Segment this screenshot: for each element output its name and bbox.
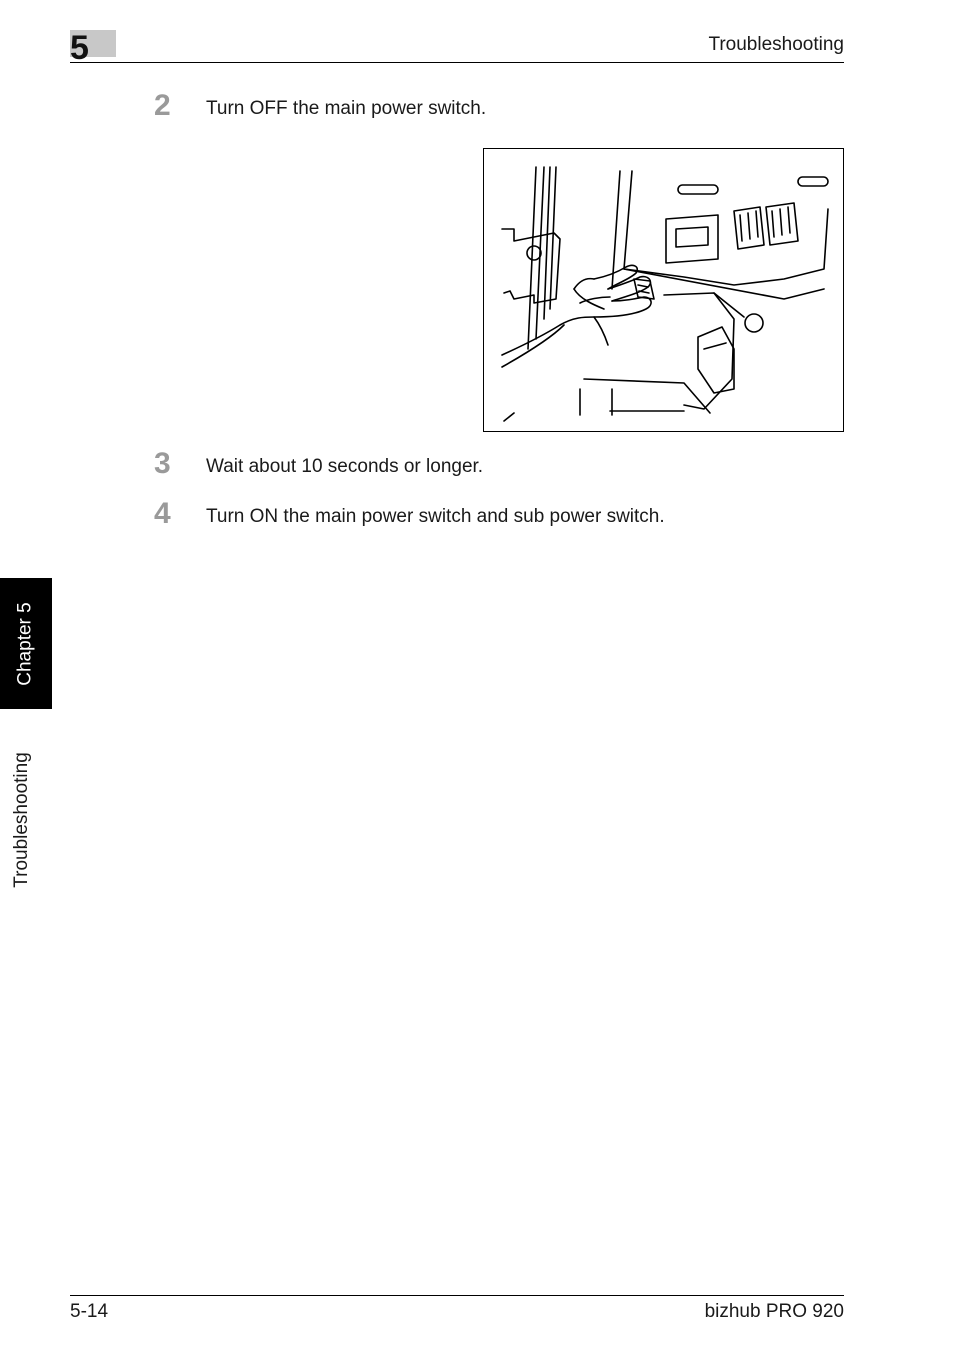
step-number: 3 bbox=[154, 447, 171, 480]
header-rule bbox=[70, 62, 844, 63]
step-text: Turn OFF the main power switch. bbox=[206, 98, 487, 119]
chapter-side-tab-label bbox=[0, 578, 52, 709]
page-number: 5-14 bbox=[70, 1301, 109, 1322]
section-side-label-text: Troubleshooting bbox=[11, 752, 32, 888]
step-text: Wait about 10 seconds or longer. bbox=[206, 456, 484, 477]
chapter-side-tab-text: Chapter 5 bbox=[15, 601, 37, 686]
step-text: Turn ON the main power switch and sub power switch. bbox=[206, 506, 665, 527]
step-number: 2 bbox=[154, 89, 171, 122]
product-name: bizhub PRO 920 bbox=[704, 1301, 844, 1322]
section-side-label bbox=[0, 720, 44, 920]
step-number: 4 bbox=[154, 497, 171, 530]
footer-rule bbox=[70, 1295, 844, 1296]
header-section-title: Troubleshooting bbox=[708, 34, 844, 55]
power-switch-illustration-icon bbox=[483, 148, 844, 432]
chapter-number: 5 bbox=[70, 29, 89, 67]
